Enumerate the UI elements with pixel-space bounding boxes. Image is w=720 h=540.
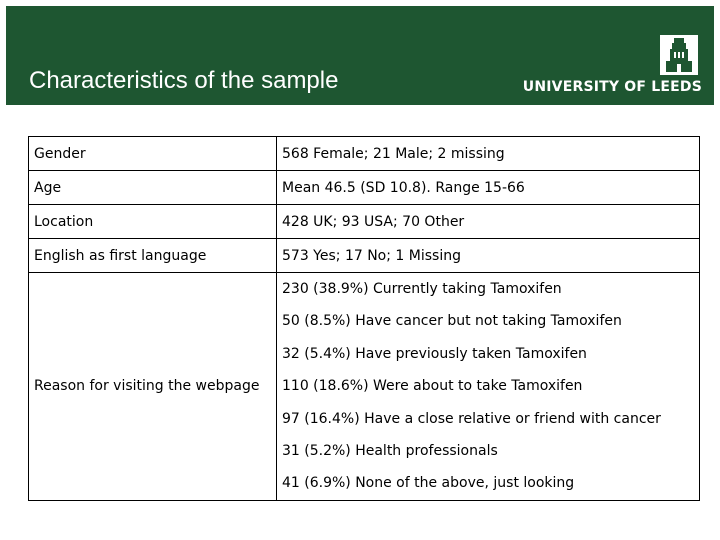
university-logo — [510, 35, 702, 99]
header-banner — [6, 6, 714, 105]
table-row — [29, 239, 700, 273]
row-label: Location — [29, 205, 277, 239]
table-row — [29, 137, 700, 171]
row-label: Reason for visiting the webpage — [29, 273, 277, 501]
slide-title: Characteristics of the sample — [29, 67, 339, 94]
table-row — [29, 273, 700, 501]
logo-wordmark: UNIVERSITY OF LEEDS — [522, 79, 702, 95]
table-row — [29, 171, 700, 205]
reason-item: 41 (6.9%) None of the above, just looking — [282, 475, 575, 492]
row-value: 573 Yes; 17 No; 1 Missing — [277, 239, 700, 273]
row-label: Age — [29, 171, 277, 205]
reason-list — [277, 273, 700, 501]
row-label: English as first language — [29, 239, 277, 273]
university-tower-icon — [660, 35, 698, 75]
characteristics-table — [28, 136, 700, 501]
row-value: 568 Female; 21 Male; 2 missing — [277, 137, 700, 171]
row-value: Mean 46.5 (SD 10.8). Range 15-66 — [277, 171, 700, 205]
row-value: 428 UK; 93 USA; 70 Other — [277, 205, 700, 239]
reason-item: 230 (38.9%) Currently taking Tamoxifen — [282, 281, 562, 297]
reason-item: 50 (8.5%) Have cancer but not taking Tamoxifen — [282, 313, 622, 330]
table-row — [29, 205, 700, 239]
reason-item: 110 (18.6%) Were about to take Tamoxifen — [282, 378, 583, 395]
row-label: Gender — [29, 137, 277, 171]
reason-item: 31 (5.2%) Health professionals — [282, 442, 498, 459]
reason-item: 97 (16.4%) Have a close relative or friend with cancer — [282, 410, 661, 427]
reason-item: 32 (5.4%) Have previously taken Tamoxifen — [282, 345, 587, 362]
